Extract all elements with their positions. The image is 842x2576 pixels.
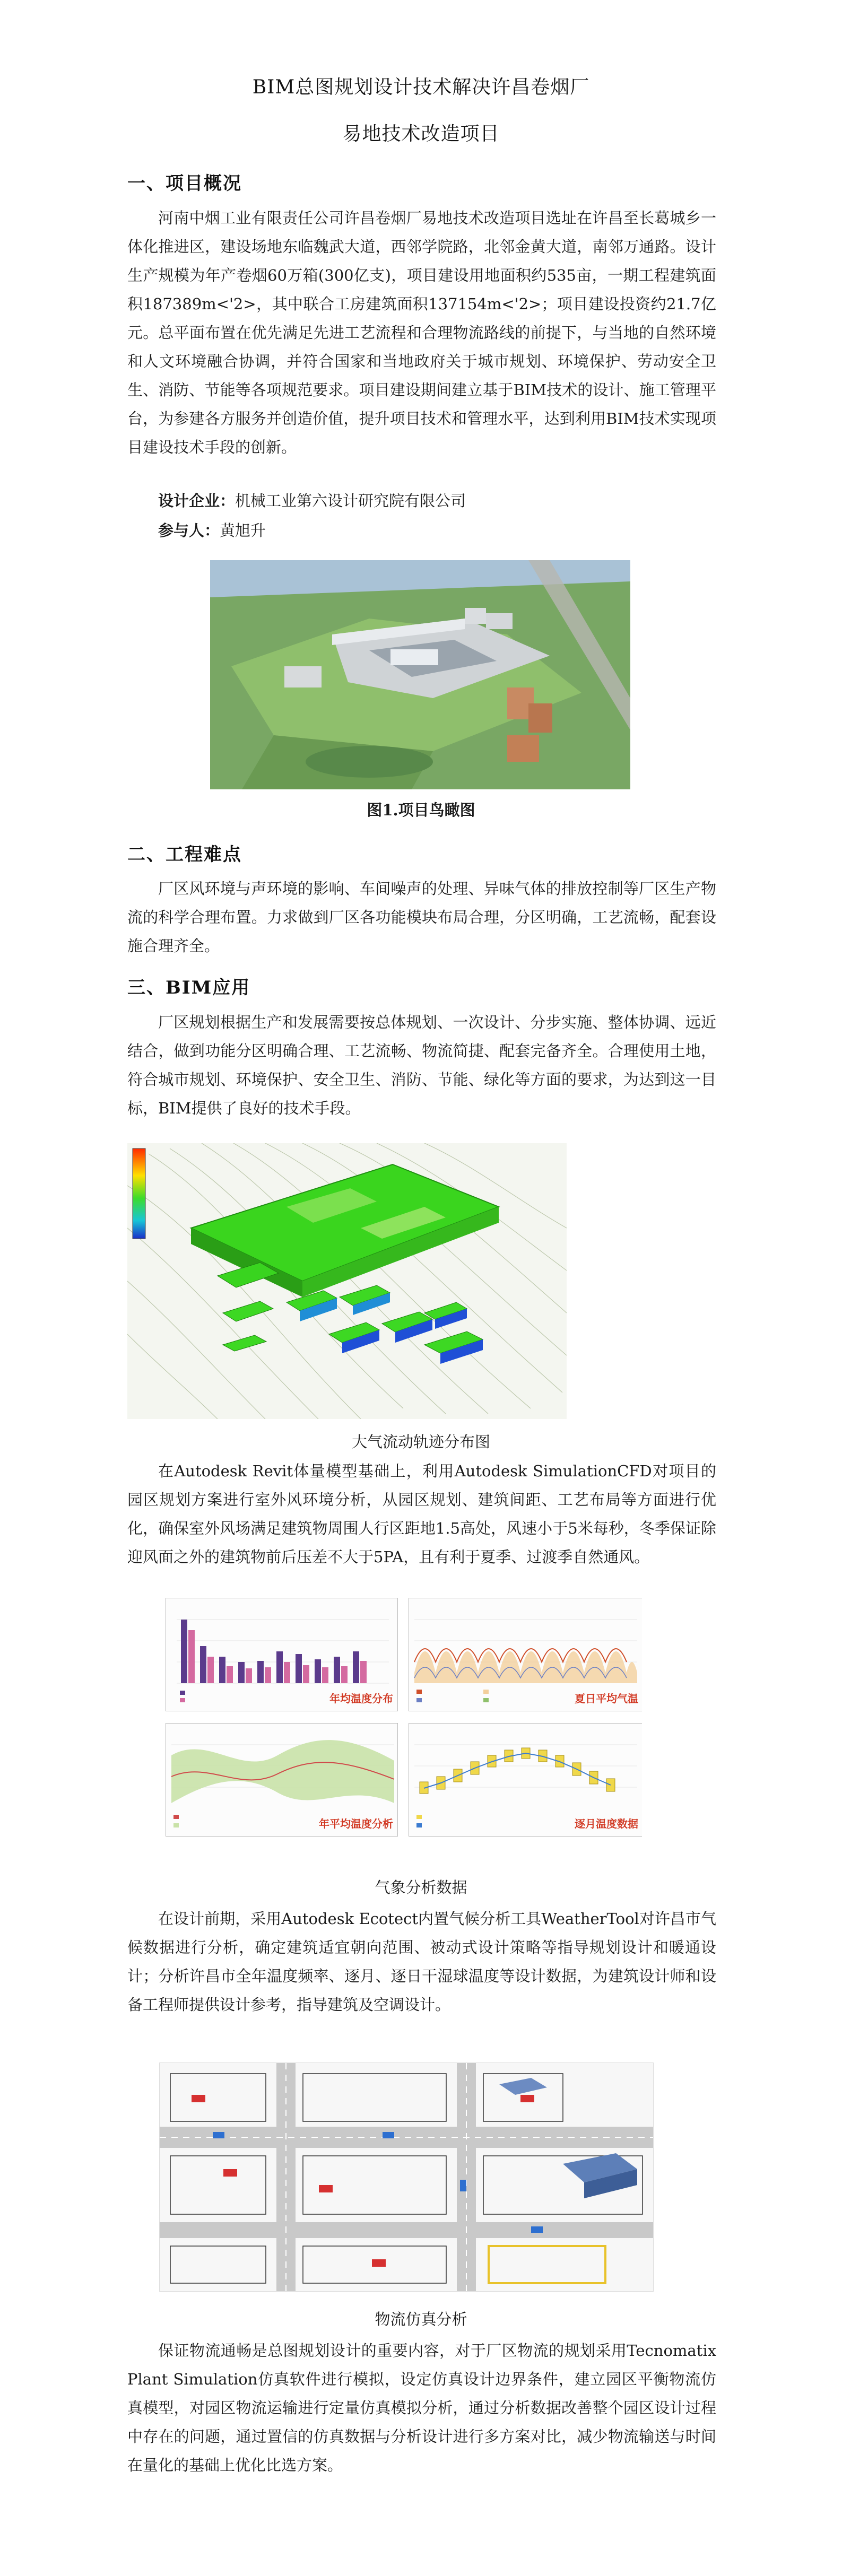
- wind-flow-image: [127, 1143, 567, 1419]
- participants-label: 参与人：: [158, 521, 220, 539]
- aerial-illustration: [210, 560, 630, 789]
- section-heading-difficulties: 二、工程难点: [127, 844, 242, 865]
- logistics-simulation-image: [159, 2062, 654, 2292]
- logistics-figure-caption: 物流仿真分析: [375, 2310, 467, 2328]
- weather-label-annual-temperature: 年均温度分布: [329, 1692, 393, 1705]
- weather-panel-annual-analysis: [166, 1723, 398, 1837]
- overview-paragraph: 河南中烟工业有限责任公司许昌卷烟厂易地技术改造项目选址在许昌至长葛城乡一体化推进区，建设场地东临魏武大道，西邻学院路，北邻金黄大道，南邻万通路。设计生产规模为年产卷烟60万箱(300亿支)，项目建设用地面积约535亩，一期工程建筑面积187389m<'2>，其中联合工房建筑面积137154m<'2>；项目建设投资约21.7亿元。总平面布置在优先满足先进工艺流程和合理物流路线的前提下，与当地的自然环境和人文环境融合协调，并符合国家和当地政府关于城市规划、环境保护、劳动安全卫生、消防、节能等各项规范要求。项目建设期间建立基于BIM技术的设计、施工管理平台，为参建各方服务并创造价值，提升项目技术和管理水平，达到利用BIM技术实现项目建设技术手段的创新。: [127, 209, 716, 456]
- weather-figure-caption: 气象分析数据: [375, 1878, 467, 1896]
- participants-value: 黄旭升: [220, 521, 266, 539]
- design-company-label: 设计企业：: [158, 492, 236, 510]
- weather-label-monthly-data: 逐月温度数据: [575, 1817, 638, 1830]
- design-company-value: 机械工业第六设计研究院有限公司: [235, 492, 466, 510]
- difficulties-paragraph: 厂区风环境与声环境的影响、车间噪声的处理、异味气体的排放控制等厂区生产物流的科学合理布置。力求做到厂区各功能模块布局合理，分区明确，工艺流畅，配套设施合理齐全。: [127, 880, 716, 955]
- weather-label-summer-temperature: 夏日平均气温: [575, 1692, 638, 1705]
- section-heading-overview: 一、项目概况: [127, 173, 242, 194]
- weather-panel-summer-temperature: [409, 1598, 642, 1711]
- document-title-line-2: 易地技术改造项目: [342, 123, 500, 145]
- wind-flow-illustration: [127, 1143, 567, 1419]
- weather-analysis-image: [166, 1598, 642, 1837]
- bim-paragraph-4: 保证物流通畅是总图规划设计的重要内容，对于厂区物流的规划采用Tecnomatix Plant Simulation仿真软件进行模拟，设定仿真设计边界条件，建立园区平衡物流仿真模型，对园区物流运输进行定量仿真模拟分析，通过分析数据改善整个园区设计过程中存在的问题，通过置信的仿真数据与分析设计进行多方案对比，减少物流输送与时间在量化的基础上优化比选方案。: [127, 2342, 716, 2474]
- bim-paragraph-2: 在Autodesk Revit体量模型基础上，利用Autodesk SimulationCFD对项目的园区规划方案进行室外风环境分析，从园区规划、建筑间距、工艺布局等方面进行优化，确保室外风场满足建筑物周围人行区距地1.5高处，风速小于5米每秒，冬季保证除迎风面之外的建筑物前后压差不大于5PA，且有利于夏季、过渡季自然通风。: [127, 1462, 716, 1566]
- logistics-illustration: [160, 2063, 653, 2291]
- aerial-figure-caption: 图1.项目鸟瞰图: [367, 801, 475, 819]
- section-heading-bim: 三、BIM应用: [127, 977, 251, 998]
- weather-label-annual-analysis: 年平均温度分析: [319, 1817, 393, 1830]
- weather-panel-annual-temperature: [166, 1598, 398, 1711]
- document-title-line-1: BIM总图规划设计技术解决许昌卷烟厂: [252, 76, 590, 98]
- participants-line: [158, 519, 266, 542]
- design-company-line: [158, 489, 466, 512]
- bim-paragraph-1: 厂区规划根据生产和发展需要按总体规划、一次设计、分步实施、整体协调、远近结合，做到功能分区明确合理、工艺流畅、物流简捷、配套完备齐全。合理使用土地，符合城市规划、环境保护、安全卫生、消防、节能、绿化等方面的要求，为达到这一目标，BIM提供了良好的技术手段。: [127, 1013, 716, 1117]
- wind-figure-caption: 大气流动轨迹分布图: [351, 1433, 490, 1451]
- bim-paragraph-3: 在设计前期，采用Autodesk Ecotect内置气候分析工具WeatherTool对许昌市气候数据进行分析，确定建筑适宜朝向范围、被动式设计策略等指导规划设计和暖通设计；分析许昌市全年温度频率、逐月、逐日干湿球温度等设计数据，为建筑设计师和设备工程师提供设计参考，指导建筑及空调设计。: [127, 1910, 716, 2014]
- aerial-view-image: [210, 560, 630, 789]
- weather-panel-monthly-data: [409, 1723, 642, 1837]
